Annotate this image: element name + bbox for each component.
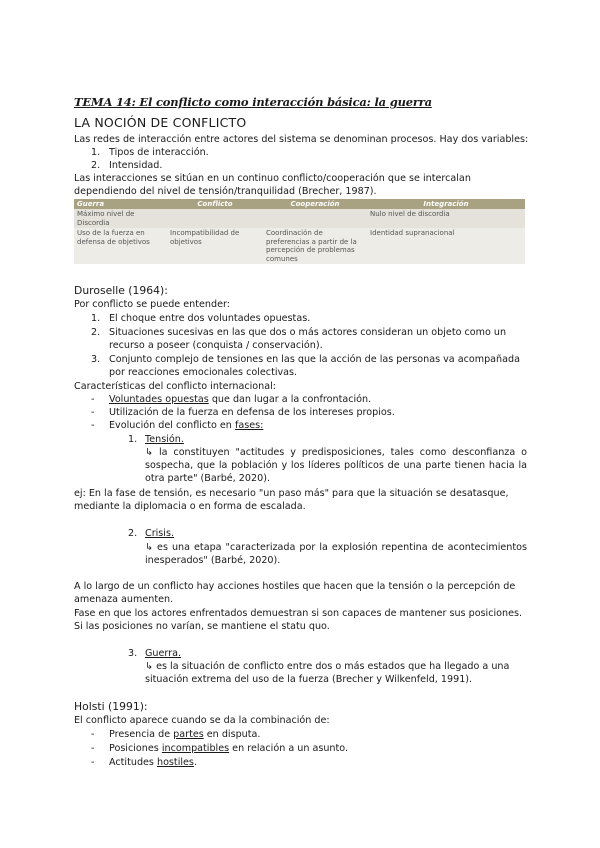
phase-title-crisis: Crisis. bbox=[145, 528, 175, 539]
section-heading: LA NOCIÓN DE CONFLICTO bbox=[74, 115, 247, 130]
list-item: Utilización de la fuerza en defensa de los intereses propios. bbox=[109, 407, 395, 418]
list-item bbox=[109, 419, 263, 432]
list-item-text: Presencia de bbox=[109, 729, 174, 740]
phase-title-tension: Tensión. bbox=[145, 434, 184, 445]
page-title: TEMA 14: El conflicto como interacción básica: la guerra bbox=[74, 95, 432, 109]
table-cell bbox=[167, 209, 263, 228]
list-number: 2. bbox=[91, 327, 101, 338]
bullet-marker: - bbox=[91, 394, 95, 405]
list-item-text: en relación a un asunto. bbox=[229, 743, 349, 754]
table-header: Cooperación bbox=[263, 199, 367, 209]
holsti-heading: Holsti (1991): bbox=[74, 700, 148, 713]
bullet-marker: - bbox=[91, 743, 95, 754]
list-number: 1. bbox=[91, 147, 101, 158]
holsti-intro: El conflicto aparece cuando se da la combinación de: bbox=[74, 715, 330, 726]
list-item bbox=[109, 742, 348, 755]
list-item-text: Actitudes bbox=[109, 757, 157, 768]
list-item-text: . bbox=[193, 757, 197, 768]
table-row bbox=[74, 228, 525, 264]
list-item bbox=[109, 728, 260, 741]
list-item-text: que dan lugar a la confrontación. bbox=[208, 394, 372, 405]
list-item: Situaciones sucesivas en las que dos o más actores consideran un objeto como un recurso a poseer (conquista / conservación). bbox=[109, 327, 507, 351]
phase-description: ↳ es la situación de conflicto entre dos o más estados que ha llegado a una situación extrema del uso de la fuerza (Brecher y Wilkenfeld, 1991). bbox=[145, 661, 510, 685]
table-cell: Uso de la fuerza en defensa de objetivos bbox=[74, 228, 167, 264]
crisis-paragraph: Si las posiciones no varían, se mantiene el statu quo. bbox=[74, 621, 330, 632]
bullet-marker: - bbox=[91, 757, 95, 768]
list-item bbox=[109, 756, 197, 769]
bullet-marker: - bbox=[91, 420, 95, 431]
table-cell: Nulo nivel de discordia bbox=[367, 209, 525, 228]
underlined-term: partes bbox=[173, 729, 204, 740]
list-item: Tipos de interacción. bbox=[109, 147, 209, 158]
list-item-text: Posiciones bbox=[109, 743, 162, 754]
table-header: Guerra bbox=[74, 199, 167, 209]
conflict-continuum-table bbox=[74, 199, 525, 264]
phase-number: 3. bbox=[128, 648, 138, 659]
table-row bbox=[74, 209, 525, 228]
list-item-text: Evolución del conflicto en bbox=[109, 420, 235, 431]
underlined-term: hostiles bbox=[156, 757, 194, 768]
list-item: Conjunto complejo de tensiones en las que la acción de las personas va acompañada por reacciones emocionales colectivas. bbox=[109, 354, 520, 378]
table-cell: Coordinación de preferencias a partir de la percepción de problemas comunes bbox=[263, 228, 367, 264]
underlined-term: Voluntades opuestas bbox=[109, 394, 209, 405]
duroselle-intro: Por conflicto se puede entender: bbox=[74, 299, 230, 310]
list-item bbox=[109, 393, 371, 406]
crisis-paragraph: Fase en que los actores enfrentados demuestran si son capaces de mantener sus posiciones. bbox=[74, 608, 523, 619]
underlined-term: incompatibles bbox=[161, 743, 230, 754]
phase-number: 1. bbox=[128, 434, 138, 445]
interactions-paragraph: Las interacciones se sitúan en un continuo conflicto/cooperación que se intercalan dependiendo del nivel de tensión/tranquilidad (Brecher, 1987). bbox=[74, 173, 471, 197]
characteristics-heading: Características del conflicto internacional: bbox=[74, 381, 276, 392]
table-header: Conflicto bbox=[167, 199, 263, 209]
intro-paragraph: Las redes de interacción entre actores del sistema se denominan procesos. Hay dos variables: bbox=[74, 134, 529, 145]
table-header: Integración bbox=[367, 199, 525, 209]
phase-title-war: Guerra. bbox=[145, 648, 182, 659]
phase-description: ↳ es una etapa "caracterizada por la explosión repentina de acontecimientos inesperados" (Barbé, 2020). bbox=[145, 542, 527, 566]
table-cell: Identidad supranacional bbox=[367, 228, 525, 264]
underlined-term: fases: bbox=[234, 420, 264, 431]
list-number: 3. bbox=[91, 354, 101, 365]
table-cell: Máximo nivel de Discordia bbox=[74, 209, 167, 228]
duroselle-heading: Duroselle (1964): bbox=[74, 284, 168, 297]
bullet-marker: - bbox=[91, 407, 95, 418]
table-cell: Incompatibilidad de objetivos bbox=[167, 228, 263, 264]
list-item-text: en disputa. bbox=[203, 729, 261, 740]
crisis-paragraph: A lo largo de un conflicto hay acciones hostiles que hacen que la tensión o la percepción de amenaza aumenten. bbox=[74, 581, 516, 605]
table-cell bbox=[263, 209, 367, 228]
list-number: 2. bbox=[91, 160, 101, 171]
list-item: El choque entre dos voluntades opuestas. bbox=[109, 313, 311, 324]
example-paragraph: ej: En la fase de tensión, es necesario "un paso más" para que la situación se desatasque, mediante la diplomacia o en forma de escalada. bbox=[74, 488, 509, 512]
phase-description: ↳ la constituyen "actitudes y predisposiciones, tales como desconfianza o sospecha, que la población y los líderes políticos de una parte tienen hacia la otra parte" (Barbé, 2020). bbox=[145, 447, 527, 484]
phase-number: 2. bbox=[128, 528, 138, 539]
list-item: Intensidad. bbox=[109, 160, 163, 171]
list-number: 1. bbox=[91, 313, 101, 324]
bullet-marker: - bbox=[91, 729, 95, 740]
